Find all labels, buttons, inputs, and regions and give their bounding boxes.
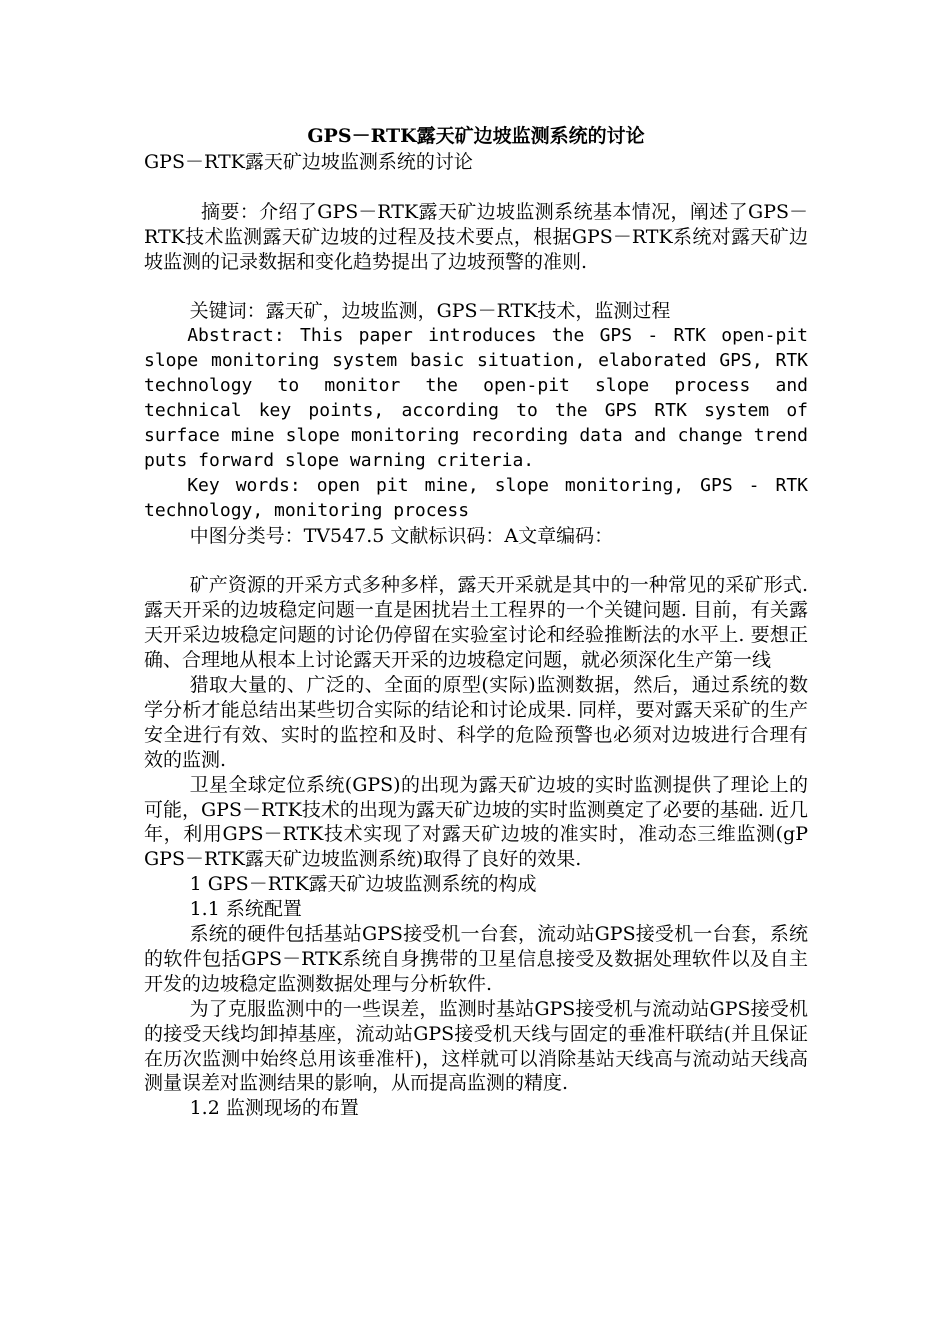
summary-paragraph: 摘要：介绍了GPS－RTK露天矿边坡监测系统基本情况，阐述了GPS－RTK技术监测露天矿边坡的过程及技术要点，根据GPS－RTK系统对露天矿边坡监测的记录数据和变化趋势提出了边坡预警的准则. xyxy=(144,200,808,273)
blank-line xyxy=(144,548,808,573)
body-paragraph: 矿产资源的开采方式多种多样，露天开采就是其中的一种常见的采矿形式. 露天开采的边坡稳定问题一直是困扰岩土工程界的一个关键问题. 目前，有关露天开采边坡稳定问题的讨论仍停留在实验室讨论和经验推断法的水平上. 要想正确、合理地从根本上讨论露天开采的边坡稳定问题，就必须深化生产第一线 xyxy=(144,574,808,672)
keywords-line: 关键词：露天矿，边坡监测，GPS－RTK技术，监测过程 xyxy=(189,300,671,323)
classification-line: 中图分类号：TV547.5 文献标识码：A文章编码： xyxy=(189,524,614,547)
abstract-english: Abstract: This paper introduces the GPS - RTK open-pit slope monitoring system basic situation, elaborated GPS, RTK technology to monitor the open-pit slope process and technical key points, according to the GPS RTK system of surface mine slope monitoring recording data and change trend puts forward slope warning criteria. xyxy=(144,325,808,471)
body-paragraph: 系统的硬件包括基站GPS接受机一台套，流动站GPS接受机一台套，系统的软件包括GPS－RTK系统自身携带的卫星信息接受及数据处理软件以及自主开发的边坡稳定监测数据处理与分析软件. xyxy=(144,923,808,995)
keywords-english: Key words: open pit mine, slope monitoring, GPS - RTK technology, monitoring process xyxy=(144,474,808,521)
document-title: GPS－RTK露天矿边坡监测系统的讨论 xyxy=(307,125,645,147)
body-paragraph: 为了克服监测中的一些误差，监测时基站GPS接受机与流动站GPS接受机的接受天线均卸掉基座，流动站GPS接受机天线与固定的垂准杆联结(并且保证在历次监测中始终总用该垂准杆)，这样就可以消除基站天线高与流动站天线高测量误差对监测结果的影响，从而提高监测的精度. xyxy=(144,997,808,1095)
document-subtitle: GPS－RTK露天矿边坡监测系统的讨论 xyxy=(144,151,473,173)
section-heading: 1 GPS－RTK露天矿边坡监测系统的构成 xyxy=(189,873,537,896)
body-paragraph: 卫星全球定位系统(GPS)的出现为露天矿边坡的实时监测提供了理论上的可能，GPS－RTK技术的出现为露天矿边坡的实时监测奠定了必要的基础. 近几年，利用GPS－RTK技术实现了对露天矿边坡的准实时，准动态三维监测(gP GPS－RTK露天矿边坡监测系统)取得了良好的效果. xyxy=(144,773,808,871)
subsection-heading: 1.2 监测现场的布置 xyxy=(189,1097,359,1120)
subsection-heading: 1.1 系统配置 xyxy=(189,898,302,921)
document-content xyxy=(144,122,808,1121)
body-paragraph: 猎取大量的、广泛的、全面的原型(实际)监测数据，然后，通过系统的数学分析才能总结出某些切合实际的结论和讨论成果. 同样，要对露天采矿的生产安全进行有效、实时的监控和及时、科学的危险预警也必须对边坡进行合理有效的监测. xyxy=(144,673,808,771)
blank-line xyxy=(144,275,808,300)
blank-line xyxy=(144,175,808,200)
